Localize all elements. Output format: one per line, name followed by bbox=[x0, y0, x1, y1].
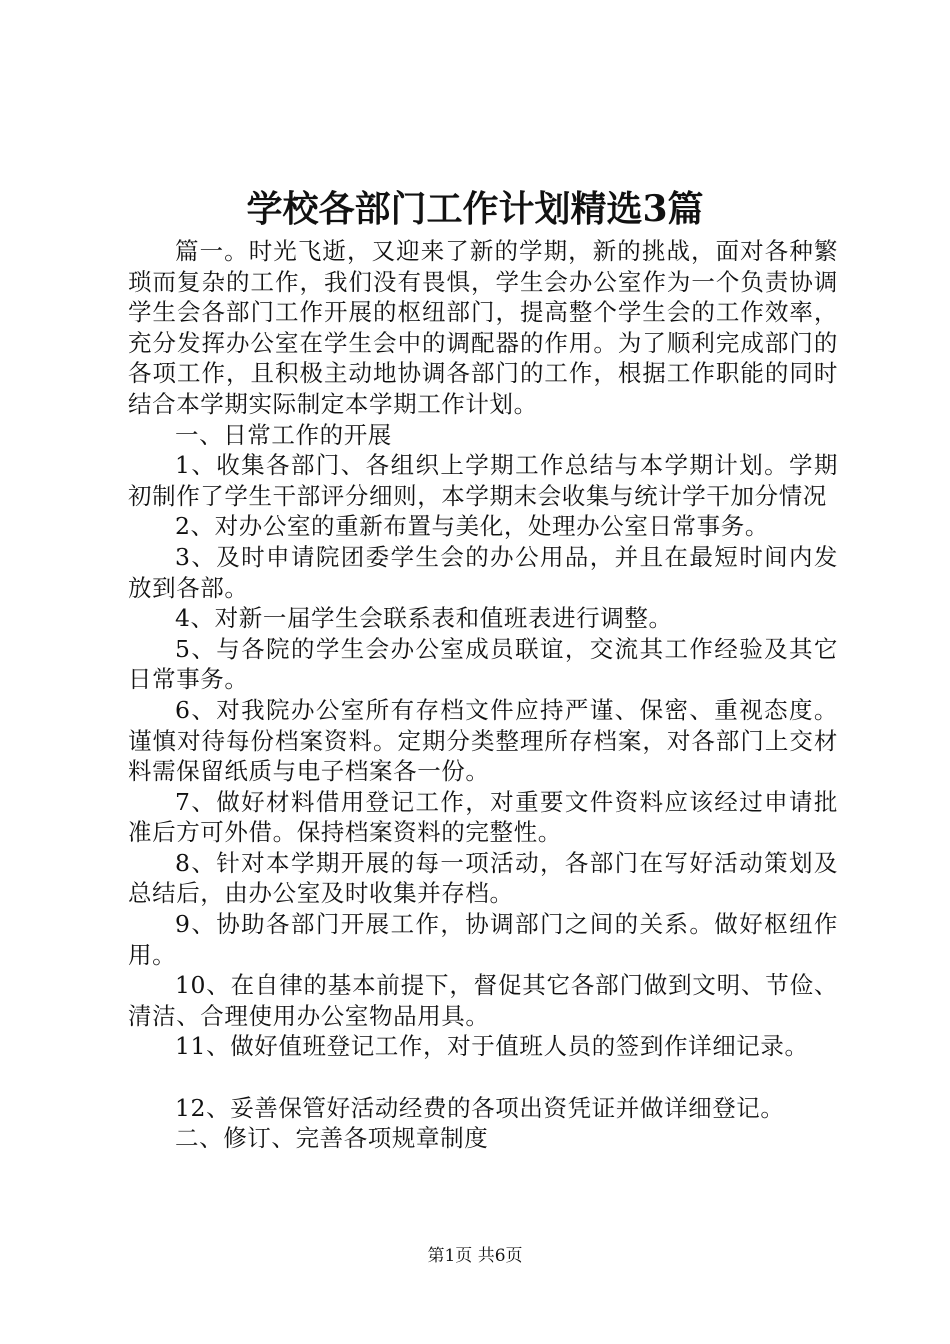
list-item-10: 10、在自律的基本前提下，督促其它各部门做到文明、节俭、清洁、合理使用办公室物品用具。 bbox=[128, 971, 838, 1030]
list-item-8: 8、针对本学期开展的每一项活动，各部门在写好活动策划及总结后，由办公室及时收集并存档。 bbox=[128, 848, 838, 908]
page-footer: 第1页 共6页 bbox=[427, 1246, 523, 1266]
list-item-12: 12、妥善保管好活动经费的各项出资凭证并做详细登记。 bbox=[175, 1093, 785, 1122]
section-heading-regulations: 二、修订、完善各项规章制度 bbox=[175, 1124, 489, 1153]
list-item-6: 6、对我院办公室所有存档文件应持严谨、保密、重视态度。谨慎对待每份档案资料。定期分类整理所存档案，对各部门上交材料需保留纸质与电子档案各一份。 bbox=[128, 695, 838, 786]
document-title: 学校各部门工作计划精选3篇 bbox=[246, 188, 704, 230]
document-body bbox=[128, 236, 838, 1154]
list-item-2: 2、对办公室的重新布置与美化，处理办公室日常事务。 bbox=[175, 512, 769, 541]
list-item-9: 9、协助各部门开展工作，协调部门之间的关系。做好枢纽作用。 bbox=[128, 910, 838, 969]
list-item-3: 3、及时申请院团委学生会的办公用品，并且在最短时间内发放到各部。 bbox=[128, 542, 838, 602]
paragraph-intro: 篇一。时光飞逝，又迎来了新的学期，新的挑战，面对各种繁琐而复杂的工作，我们没有畏惧，学生会办公室作为一个负责协调学生会各部门工作开展的枢纽部门，提高整个学生会的工作效率，充分发挥办公室在学生会中的调配器的作用。为了顺利完成部门的各项工作，且积极主动地协调各部门的工作，根据工作职能的同时结合本学期实际制定本学期工作计划。 bbox=[128, 237, 838, 418]
list-item-11: 11、做好值班登记工作，对于值班人员的签到作详细记录。 bbox=[175, 1032, 809, 1061]
section-heading-daily-work: 一、日常工作的开展 bbox=[175, 420, 392, 449]
list-item-4: 4、对新一届学生会联系表和值班表进行调整。 bbox=[175, 604, 673, 633]
list-item-5: 5、与各院的学生会办公室成员联谊，交流其工作经验及其它日常事务。 bbox=[128, 634, 838, 694]
list-item-7: 7、做好材料借用登记工作，对重要文件资料应该经过申请批准后方可外借。保持档案资料的完整性。 bbox=[128, 787, 838, 847]
list-item-1: 1、收集各部门、各组织上学期工作总结与本学期计划。学期初制作了学生干部评分细则，本学期末会收集与统计学干加分情况 bbox=[128, 451, 838, 510]
